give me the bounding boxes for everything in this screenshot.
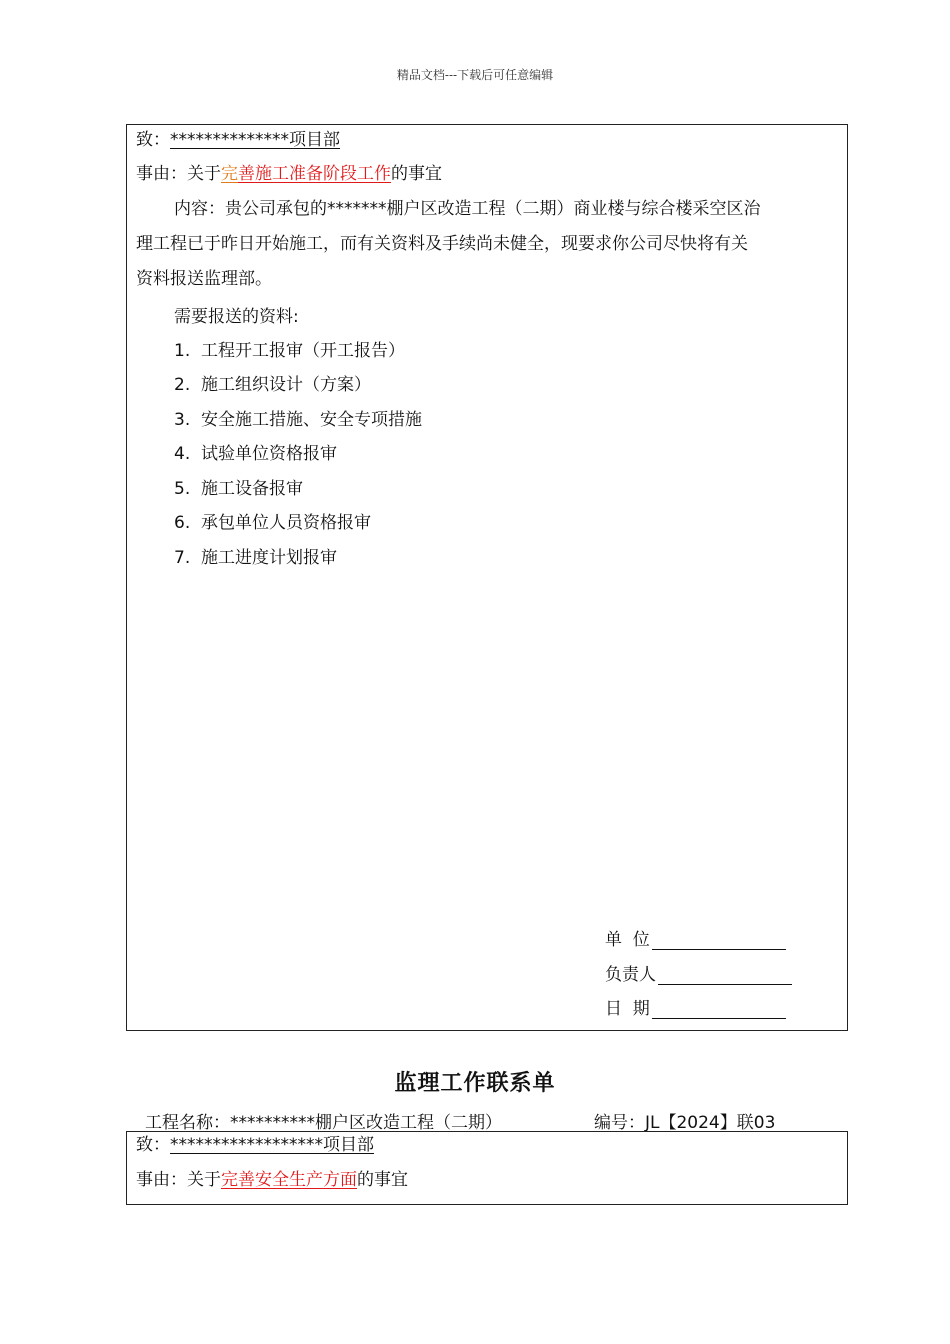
list-item-number: 2. [174,375,191,395]
signature-date-label: 日 期 [605,999,650,1019]
signature-date-field[interactable] [652,1000,786,1019]
signature-person-row [605,960,792,985]
signature-date-row [605,994,786,1019]
signature-unit-field[interactable] [652,931,786,950]
form-number: 编号：JL【2024】联03 [594,1113,776,1133]
signature-unit-label: 单 位 [605,930,650,950]
list-item-number: 7. [174,548,191,568]
signature-person-label: 负责人 [605,965,656,985]
list-item [174,374,371,396]
list-item [174,478,303,500]
content-line-3: 资料报送监理部。 [136,269,272,289]
signature-unit-row [605,925,786,950]
subject-highlight-a: 完 [221,164,238,184]
contact-form-1 [126,124,848,1031]
subject-prefix: 事由：关于 [136,1170,221,1190]
list-item [174,443,337,465]
signature-person-field[interactable] [658,966,792,985]
list-item [174,547,337,569]
content-line-2: 理工程已于昨日开始施工，而有关资料及手续尚未健全，现要求你公司尽快将有关 [136,234,748,254]
addressee-line [136,129,340,151]
list-intro: 需要报送的资料: [174,307,299,327]
form-title: 监理工作联系单 [394,1071,556,1096]
list-item-text: 试验单位资格报审 [201,444,338,464]
content-line-1: 内容：贵公司承包的*******棚户区改造工程（二期）商业楼与综合楼采空区治 [174,199,761,219]
header-watermark: 精品文档---下载后可任意编辑 [396,68,554,82]
subject-prefix: 事由：关于 [136,164,221,184]
list-item-number: 1. [174,341,191,361]
list-item-number: 5. [174,479,191,499]
addressee-prefix: 致： [136,1135,170,1155]
subject-highlight-b: 善施工准备阶段工作 [238,164,391,184]
addressee-value: **************项目部 [170,130,340,150]
list-item-text: 安全施工措施、安全专项措施 [201,410,423,430]
subject-suffix: 的事宜 [357,1170,408,1190]
subject-highlight: 完善安全生产方面 [221,1170,357,1190]
list-item [174,512,371,534]
list-item-number: 4. [174,444,191,464]
list-item-text: 施工进度计划报审 [201,548,338,568]
addressee-prefix: 致： [136,130,170,150]
list-item-number: 6. [174,513,191,533]
subject-suffix: 的事宜 [391,164,442,184]
list-item-text: 承包单位人员资格报审 [201,513,372,533]
addressee-value: ******************项目部 [170,1135,374,1155]
list-item-text: 施工设备报审 [201,479,304,499]
project-name: 工程名称：**********棚户区改造工程（二期） [145,1113,502,1133]
list-item-number: 3. [174,410,191,430]
list-item-text: 工程开工报审（开工报告） [201,341,406,361]
contact-form-2 [126,1131,848,1205]
addressee-line [136,1134,374,1156]
subject-line [136,163,442,185]
list-item [174,340,405,362]
list-item [174,409,422,431]
subject-line [136,1169,408,1191]
list-item-text: 施工组织设计（方案） [201,375,372,395]
